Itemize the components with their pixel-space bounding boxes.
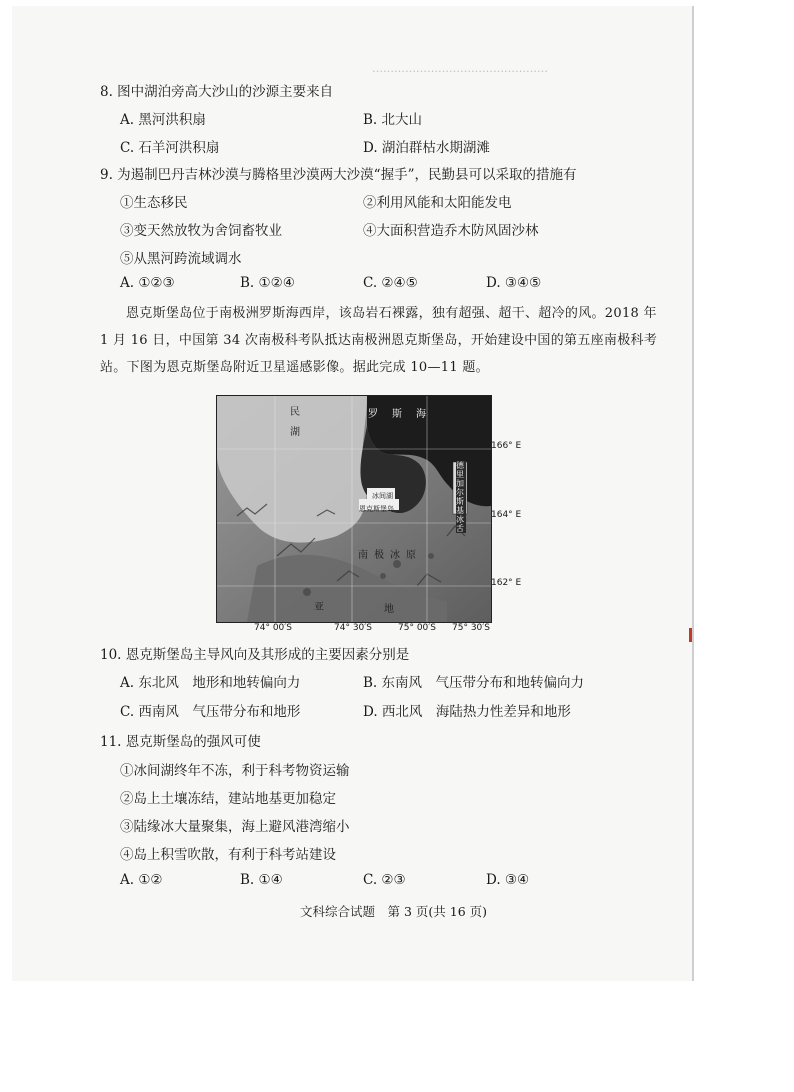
red-pen-mark	[689, 628, 692, 642]
question-9: 9. 为遏制巴丹吉林沙漠与腾格里沙漠两大沙漠“握手”，民勤县可以采取的措施有	[100, 167, 577, 183]
q9-item-3: ③变天然放牧为舍饲畜牧业	[120, 223, 282, 239]
q10-option-b: B. 东南风 气压带分布和地转偏向力	[363, 675, 585, 691]
q11-item-2: ②岛上土壤冻结，建站地基更加稳定	[120, 791, 336, 807]
q11-item-1: ①冰间湖终年不冻，利于科考物资运输	[120, 763, 350, 779]
bleed-through-text: …………………………………………	[372, 62, 548, 75]
q10-option-d: D. 西北风 海陆热力性差异和地形	[363, 704, 571, 720]
lat-tick-162: 162° E	[491, 578, 522, 588]
q9-item-5: ⑤从黑河跨流域调水	[120, 251, 242, 267]
q10-option-a: A. 东北风 地形和地转偏向力	[120, 675, 301, 691]
q8-option-a: A. 黑河洪积扇	[120, 112, 206, 128]
q11-option-d: D. ③④	[486, 872, 530, 888]
q11-item-4: ④岛上积雪吹散，有利于科考站建设	[120, 847, 336, 863]
q11-option-a: A. ①②	[120, 872, 163, 888]
q9-option-d: D. ③④⑤	[486, 275, 542, 291]
map-label-south-glacier: 南极冰原	[358, 550, 422, 561]
q9-option-b: B. ①②④	[240, 275, 295, 291]
question-10: 10. 恩克斯堡岛主导风向及其形成的主要因素分别是	[100, 647, 410, 663]
question-8: 8. 图中湖泊旁高大沙山的沙源主要来自	[100, 84, 334, 100]
satellite-image	[216, 395, 492, 623]
map-label-station: 恩克斯堡岛	[359, 505, 394, 513]
q8-option-c: C. 石羊河洪积扇	[120, 140, 220, 156]
page-footer: 文科综合试题 第 3 页(共 16 页)	[300, 904, 488, 919]
lon-tick-4: 75° 30′S	[452, 623, 491, 633]
map-label-1: 民	[290, 407, 300, 418]
map-label-land-2: 地	[384, 604, 394, 615]
lat-tick-164: 164° E	[491, 510, 522, 520]
q8-option-b: B. 北大山	[363, 112, 423, 128]
q11-option-c: C. ②③	[363, 872, 406, 888]
q10-option-c: C. 西南风 气压带分布和地形	[120, 704, 301, 720]
lat-tick-166: 166° E	[491, 441, 522, 451]
lon-tick-3: 75° 00′S	[398, 623, 437, 633]
q9-option-c: C. ②④⑤	[363, 275, 418, 291]
map-label-land-1: 亚	[314, 602, 324, 613]
map-label-ice-lake: 冰间湖	[372, 492, 393, 500]
map-label-ross-sea: 罗斯海	[368, 409, 440, 420]
lon-tick-2: 74° 30′S	[334, 623, 373, 633]
q8-option-d: D. 湖泊群枯水期湖滩	[363, 140, 490, 156]
q9-item-2: ②利用风能和太阳能发电	[363, 195, 512, 211]
satellite-map-svg	[217, 396, 491, 622]
map-label-2: 湖	[290, 427, 300, 438]
lon-tick-1: 74° 00′S	[254, 623, 293, 633]
q9-option-a: A. ①②③	[120, 275, 175, 291]
q11-item-3: ③陆缘冰大量聚集，海上避风港湾缩小	[120, 819, 350, 835]
q9-item-4: ④大面积营造乔木防风固沙林	[363, 223, 539, 239]
q11-option-b: B. ①④	[240, 872, 283, 888]
q9-item-1: ①生态移民	[120, 195, 188, 211]
question-11: 11. 恩克斯堡岛的强风可使	[100, 734, 261, 750]
map-label-ice-tongue: 德里加尔斯基冰舌	[456, 461, 464, 533]
passage-intro: 恩克斯堡岛位于南极洲罗斯海西岸，该岛岩石裸露，独有超强、超干、超冷的风。2018 年 1 月 16 日，中国第 34 次南极科考队抵达南极洲恩克斯堡岛，开始建设中国的第五座南极科考站。下图为恩克斯堡岛附近卫星遥感影像。据此完成 10—11 题。	[100, 306, 658, 375]
